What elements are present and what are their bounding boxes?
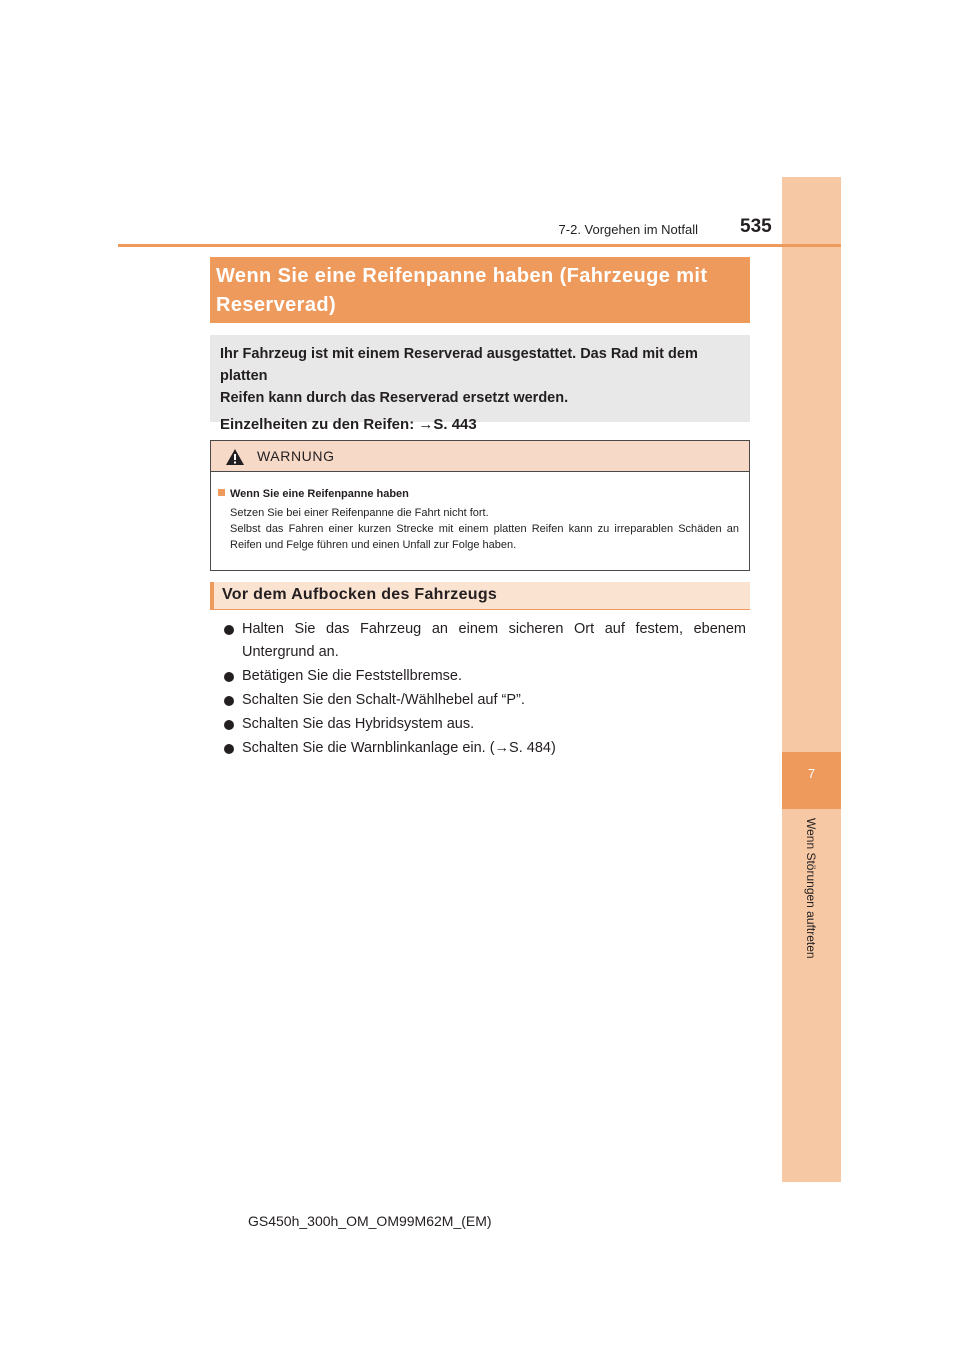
side-chapter-tab [782, 177, 841, 1182]
chapter-number: 7 [807, 766, 816, 781]
page-number: 535 [740, 216, 772, 237]
bullet-list [222, 618, 746, 761]
intro-reference: Einzelheiten zu den Reifen: →S. 443 [220, 416, 477, 433]
square-bullet-icon [218, 489, 225, 496]
list-item: Halten Sie das Fahrzeug an einem sicheren Ort auf festem, ebenem Untergrund an. [222, 618, 746, 664]
document-code: GS450h_300h_OM_OM99M62M_(EM) [248, 1213, 492, 1229]
section-heading: Vor dem Aufbocken des Fahrzeugs [210, 582, 750, 610]
warning-box [210, 440, 750, 571]
page-title-line1: Wenn Sie eine Reifenpanne haben (Fahrzeuge mit [216, 265, 708, 287]
warning-triangle-icon [225, 448, 245, 466]
warning-text-line1: Setzen Sie bei einer Reifenpanne die Fahrt nicht fort. [230, 507, 489, 519]
intro-box [210, 335, 750, 433]
page-title [210, 257, 750, 323]
header-section: 7-2. Vorgehen im Notfall [558, 222, 698, 237]
page-title-line2: Reserverad) [216, 294, 337, 316]
list-item: Schalten Sie das Hybridsystem aus. [222, 713, 746, 736]
warning-title: WARNUNG [257, 448, 335, 464]
list-item: Betätigen Sie die Feststellbremse. [222, 665, 746, 688]
chapter-title: Wenn Störungen auftreten [804, 818, 818, 959]
header-rule [118, 244, 841, 247]
warning-subtitle [218, 486, 739, 502]
warning-header [211, 441, 749, 472]
warning-text-line2: Selbst das Fahren einer kurzen Strecke mit einem platten Reifen kann zu irreparablen Schäden an Reifen und Felge führen und einen Unfall zur Folge haben. [230, 523, 739, 551]
intro-line2: Reifen kann durch das Reserverad ersetzt werden. [220, 390, 569, 406]
warning-subtitle-text: Wenn Sie eine Reifenpanne haben [230, 488, 409, 500]
intro-line1: Ihr Fahrzeug ist mit einem Reserverad ausgestattet. Das Rad mit dem platten [220, 346, 698, 384]
warning-body [211, 472, 749, 553]
list-item: Schalten Sie die Warnblinkanlage ein. (→S. 484) [222, 737, 746, 760]
list-item: Schalten Sie den Schalt-/Wählhebel auf “P”. [222, 689, 746, 712]
